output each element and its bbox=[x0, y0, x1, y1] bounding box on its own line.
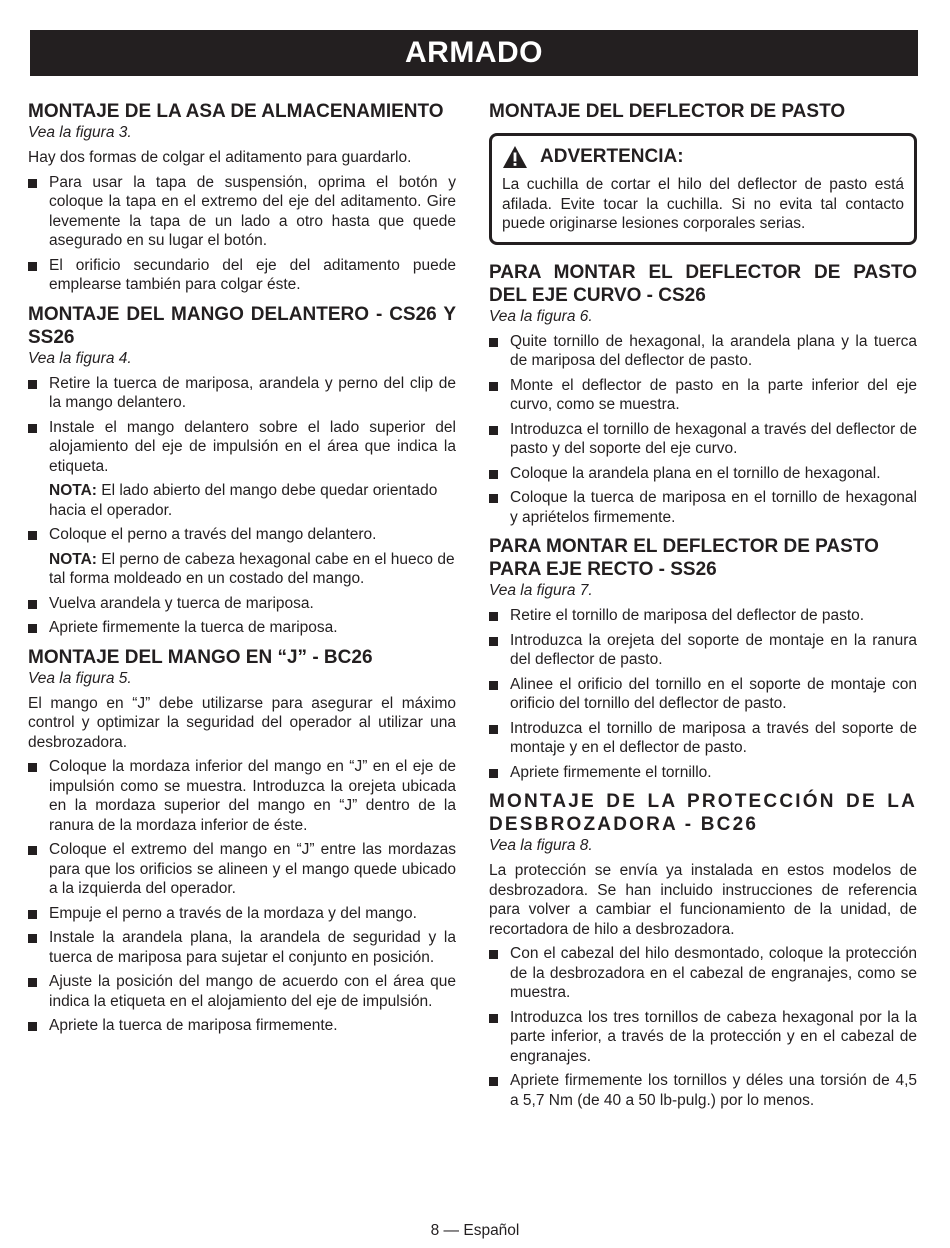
section-title: PARA MONTAR EL DEFLECTOR DE PASTO PARA EJE RECTO - SS26 bbox=[489, 536, 879, 580]
instruction-list bbox=[28, 757, 456, 1036]
list-item: Coloque la mordaza inferior del mango en “J” en el eje de impulsión como se muestra. Introduzca la orejeta ubicada en la mordaza superior del mango en “J” dentro de la ranura de la mordaza inferior de éste. bbox=[28, 757, 456, 835]
list-item: Con el cabezal del hilo desmontado, coloque la protección de la desbrozadora en el cabezal de engranajes, como se muestra. bbox=[489, 944, 917, 1003]
list-item: Coloque la tuerca de mariposa en el tornillo de hexagonal y apriételos firmemente. bbox=[489, 488, 917, 527]
list-item: Apriete firmemente los tornillos y déles una torsión de 4,5 a 5,7 Nm (de 40 a 50 lb-pulg.) por lo menos. bbox=[489, 1071, 917, 1110]
section-title: MONTAJE DEL MANGO EN “J” - BC26 bbox=[28, 646, 373, 668]
list-item: Empuje el perno a través de la mordaza y del mango. bbox=[28, 904, 456, 924]
list-item: Para usar la tapa de suspensión, oprima el botón y coloque la tapa en el extremo del eje del aditamento. Gire levemente la tapa de un lado a otro hasta que quede asegurado en su lugar el botón. bbox=[28, 173, 456, 251]
list-item: Retire el tornillo de mariposa del deflector de pasto. bbox=[489, 606, 917, 626]
list-item: Introduzca el tornillo de hexagonal a través del deflector de pasto y del soporte del eje curvo. bbox=[489, 420, 917, 459]
instruction-list bbox=[28, 525, 456, 545]
list-item: Monte el deflector de pasto en la parte inferior del eje curvo, como se muestra. bbox=[489, 376, 917, 415]
note-label: NOTA: bbox=[49, 550, 97, 568]
note-label: NOTA: bbox=[49, 482, 97, 499]
list-item: Retire la tuerca de mariposa, arandela y perno del clip de la mango delantero. bbox=[28, 374, 456, 413]
figure-reference: Vea la figura 7. bbox=[489, 582, 593, 599]
paragraph: La protección se envía ya instalada en estos modelos de desbrozadora. Se han incluido instrucciones de referencia para volver a cambiar el funcionamiento de la unidad, de recortadora de hilo a desbrozadora. bbox=[489, 862, 917, 938]
warning-header bbox=[502, 145, 904, 169]
note-text: El perno de cabeza hexagonal cabe en el hueco de tal forma moldeado en un costado del mango. bbox=[49, 550, 455, 587]
paragraph: El mango en “J” debe utilizarse para asegurar el máximo control y optimizar la seguridad del operador al utilizar una desbrozadora. bbox=[28, 694, 456, 751]
page-footer: 8 — Español bbox=[430, 1222, 520, 1239]
section-banner: ARMADO bbox=[30, 30, 918, 76]
list-item: Coloque el extremo del mango en “J” entre las mordazas para que los orificios se alineen y el mango quede ubicado a la izquierda del operador. bbox=[28, 840, 456, 899]
figure-reference: Vea la figura 6. bbox=[489, 307, 593, 325]
section-j-handle bbox=[28, 646, 456, 1036]
list-item: Quite tornillo de hexagonal, la arandela plana y la tuerca de mariposa del deflector de pasto. bbox=[489, 332, 917, 371]
instruction-list bbox=[489, 332, 917, 528]
instruction-list bbox=[489, 606, 917, 782]
note bbox=[28, 481, 456, 520]
section-curved-shaft-deflector bbox=[489, 261, 917, 528]
warning-text: La cuchilla de cortar el hilo del deflector de pasto está afilada. Evite tocar la cuchilla. Si no evita tal contacto puede originarse lesiones corporales serias. bbox=[502, 176, 904, 232]
list-item: Instale la arandela plana, la arandela de seguridad y la tuerca de mariposa para sujetar el conjunto en posición. bbox=[28, 928, 456, 967]
figure-reference: Vea la figura 4. bbox=[28, 349, 132, 367]
section-title: MONTAJE DE LA ASA DE ALMACENAMIENTO bbox=[28, 101, 444, 122]
list-item: Coloque el perno a través del mango delantero. bbox=[28, 525, 456, 545]
list-item: Apriete la tuerca de mariposa firmemente. bbox=[28, 1016, 456, 1036]
list-item: Vuelva arandela y tuerca de mariposa. bbox=[28, 594, 456, 614]
right-column bbox=[489, 100, 917, 1118]
section-grass-deflector bbox=[489, 100, 917, 245]
section-front-handle bbox=[28, 303, 456, 638]
left-column bbox=[28, 100, 456, 1044]
list-item: El orificio secundario del eje del aditamento puede emplearse también para colgar éste. bbox=[28, 256, 456, 295]
section-title: MONTAJE DEL MANGO DELANTERO - CS26 Y SS26 bbox=[28, 303, 456, 348]
figure-reference: Vea la figura 3. bbox=[28, 124, 132, 141]
warning-title: ADVERTENCIA: bbox=[540, 146, 684, 167]
list-item: Instale el mango delantero sobre el lado superior del alojamiento del eje de impulsión en el área que indica la etiqueta. bbox=[28, 418, 456, 477]
section-title: MONTAJE DE LA PROTECCIÓN DE LA DESBROZADORA - BC26 bbox=[489, 791, 917, 835]
list-item: Introduzca los tres tornillos de cabeza hexagonal por la la parte inferior, a través de la protección y en el cabezal de engranajes. bbox=[489, 1008, 917, 1067]
warning-box bbox=[489, 133, 917, 245]
section-storage-handle bbox=[28, 100, 456, 295]
paragraph: Hay dos formas de colgar el aditamento para guardarlo. bbox=[28, 149, 412, 166]
list-item: Introduzca la orejeta del soporte de montaje en la ranura del deflector de pasto. bbox=[489, 631, 917, 670]
note bbox=[28, 550, 456, 589]
instruction-list bbox=[28, 173, 456, 295]
section-title: MONTAJE DEL DEFLECTOR DE PASTO bbox=[489, 101, 846, 122]
list-item: Apriete firmemente la tuerca de mariposa. bbox=[28, 618, 456, 638]
list-item: Apriete firmemente el tornillo. bbox=[489, 763, 917, 783]
list-item: Introduzca el tornillo de mariposa a través del soporte de montaje y en el deflector de pasto. bbox=[489, 719, 917, 758]
instruction-list bbox=[28, 594, 456, 638]
instruction-list bbox=[28, 374, 456, 477]
section-title: PARA MONTAR EL DEFLECTOR DE PASTO DEL EJE CURVO - CS26 bbox=[489, 261, 917, 306]
list-item: Ajuste la posición del mango de acuerdo con el área que indica la etiqueta en el alojamiento del eje de impulsión. bbox=[28, 972, 456, 1011]
list-item: Coloque la arandela plana en el tornillo de hexagonal. bbox=[489, 464, 917, 484]
warning-triangle-icon bbox=[502, 145, 528, 169]
instruction-list bbox=[489, 944, 917, 1110]
figure-reference: Vea la figura 8. bbox=[489, 837, 593, 854]
section-brushcutter-guard bbox=[489, 790, 917, 1110]
figure-reference: Vea la figura 5. bbox=[28, 669, 132, 687]
list-item: Alinee el orificio del tornillo en el soporte de montaje con orificio del tornillo del deflector de pasto. bbox=[489, 675, 917, 714]
note-text: El lado abierto del mango debe quedar orientado hacia el operador. bbox=[49, 482, 438, 519]
section-straight-shaft-deflector bbox=[489, 535, 917, 782]
